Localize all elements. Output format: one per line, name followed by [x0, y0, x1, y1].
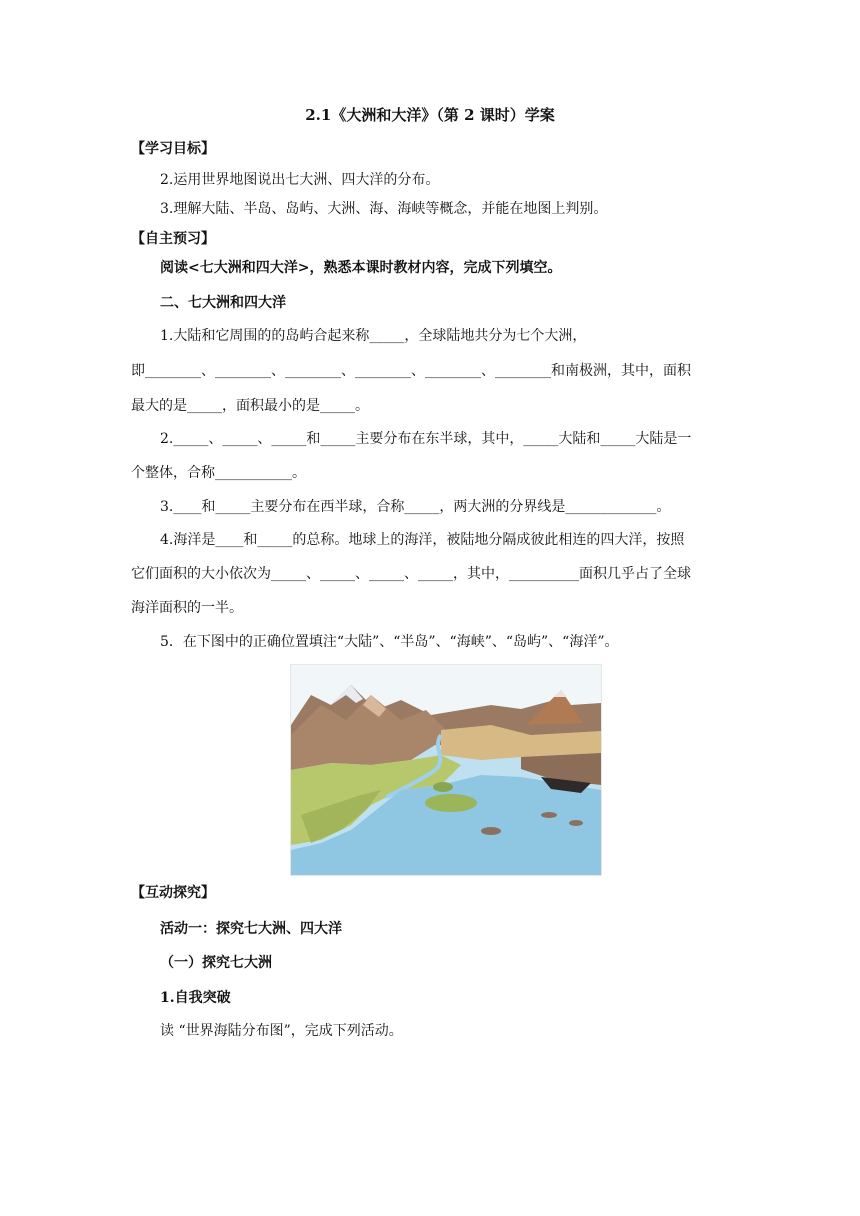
question-2-line-2: 个整体，合称___________。 — [131, 465, 306, 481]
preview-subheading: 二、七大洲和四大洋 — [160, 295, 286, 311]
goal-item: 3.理解大陆、半岛、岛屿、大洲、海、海峡等概念，并能在地图上判别。 — [160, 201, 608, 217]
question-3-line-1: 3.____和_____主要分布在西半球，合称_____，两大洲的分界线是_____________。 — [160, 499, 671, 515]
goal-item: 2.运用世界地图说出七大洲、四大洋的分布。 — [160, 172, 440, 188]
question-4-line-3: 海洋面积的一半。 — [131, 600, 243, 616]
question-1-line-1: 1.大陆和它周围的的岛屿合起来称_____，全球陆地共分为七个大洲， — [160, 328, 587, 344]
activity-title: 活动一：探究七大洲、四大洋 — [160, 921, 342, 937]
question-1-line-3: 最大的是_____，面积最小的是_____。 — [131, 398, 369, 414]
question-5-line-1: 5．在下图中的正确位置填注“大陆”、“半岛”、“海峡”、“岛屿”、“海洋”。 — [160, 634, 619, 650]
page-title: 2.1《大洲和大洋》（第 2 课时）学案 — [305, 106, 555, 124]
question-4-line-1: 4.海洋是____和_____的总称。地球上的海洋，被陆地分隔成彼此相连的四大洋，按照 — [160, 532, 685, 548]
question-2-line-1: 2._____、_____、_____和_____主要分布在东半球，其中，_____大陆和_____大陆是一 — [160, 431, 692, 447]
explore-step-title: 1.自我突破 — [160, 990, 231, 1006]
preview-heading: 【自主预习】 — [131, 231, 215, 247]
preview-instruction: 阅读<七大洲和四大洋>，熟悉本课时教材内容，完成下列填空。 — [160, 260, 562, 276]
landscape-drawing — [291, 665, 601, 875]
learning-goals-heading: 【学习目标】 — [131, 141, 215, 157]
question-1-line-2: 即________、________、________、________、________、________和南极洲，其中，面积 — [131, 363, 691, 379]
explore-heading: 【互动探究】 — [131, 885, 215, 901]
question-4-line-2: 它们面积的大小依次为_____、_____、_____、_____，其中，__________面积几乎占了全球 — [131, 566, 691, 582]
explore-part-title: （一）探究七大洲 — [160, 955, 272, 971]
explore-instruction: 读 “世界海陆分布图”，完成下列活动。 — [160, 1023, 403, 1039]
landscape-illustration — [290, 664, 602, 876]
